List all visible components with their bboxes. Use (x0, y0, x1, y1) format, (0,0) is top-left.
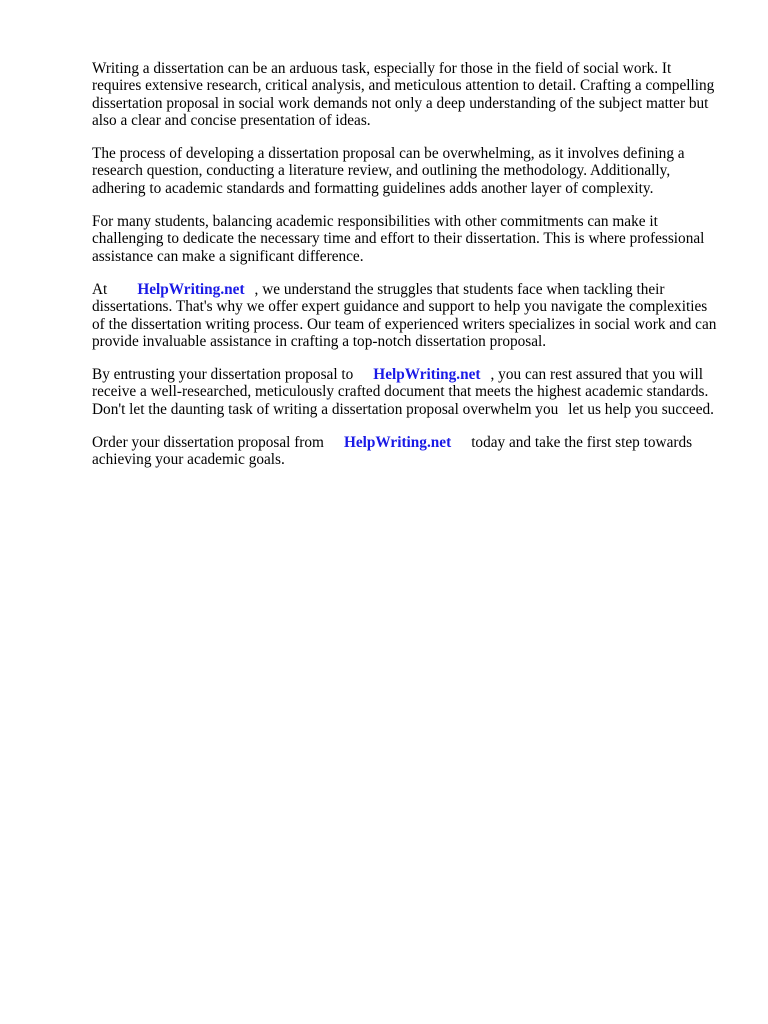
paragraph-process-text: The process of developing a dissertation proposal can be overwhelming, as it involves defining a research question, conducting a literature review, and outlining the methodology. Additionally, adhering to academic standards and formatting guidelines adds another layer of complexity. (92, 145, 685, 197)
paragraph-intro (92, 60, 722, 129)
helpwriting-link[interactable]: HelpWriting.net (373, 366, 481, 384)
paragraph-intro-text: Writing a dissertation can be an arduous task, especially for those in the field of social work. It requires extensive research, critical analysis, and meticulous attention to detail. Crafting a compelling dissertation proposal in social work demands not only a deep understanding of the subject matter but also a clear and concise presentation of ideas. (92, 60, 715, 129)
paragraph-about-lead: At (92, 280, 108, 298)
paragraph-entrust-tail: let us help you succeed. (568, 400, 714, 418)
paragraph-balance-text: For many students, balancing academic responsibilities with other commitments can make it challenging to dedicate the necessary time and effort to their dissertation. This is where professional assistance can make a significant difference. (92, 213, 705, 265)
helpwriting-link[interactable]: HelpWriting.net (137, 280, 245, 298)
paragraph-entrust-text: , you can rest assured that you will receive a well-researched, meticulously crafted document that meets the highest academic standards. Don't let the daunting task of writing a dissertation proposal overwhelm you (92, 366, 709, 418)
document-page (92, 60, 722, 485)
paragraph-about (92, 281, 722, 350)
paragraph-process (92, 145, 722, 197)
paragraph-order-lead: Order your dissertation proposal from (92, 434, 324, 452)
paragraph-order-text: today and take the first step towards achieving your academic goals. (92, 434, 693, 469)
helpwriting-link[interactable]: HelpWriting.net (343, 434, 452, 452)
paragraph-entrust (92, 366, 722, 418)
paragraph-entrust-lead: By entrusting your dissertation proposal to (92, 366, 354, 384)
paragraph-balance (92, 213, 722, 265)
paragraph-order (92, 434, 722, 469)
paragraph-about-text: , we understand the struggles that students face when tackling their dissertations. That's why we offer expert guidance and support to help you navigate the complexities of the dissertation writing process. Our team of experienced writers specializes in social work and can provide invaluable assistance in crafting a top-notch dissertation proposal. (92, 280, 717, 350)
